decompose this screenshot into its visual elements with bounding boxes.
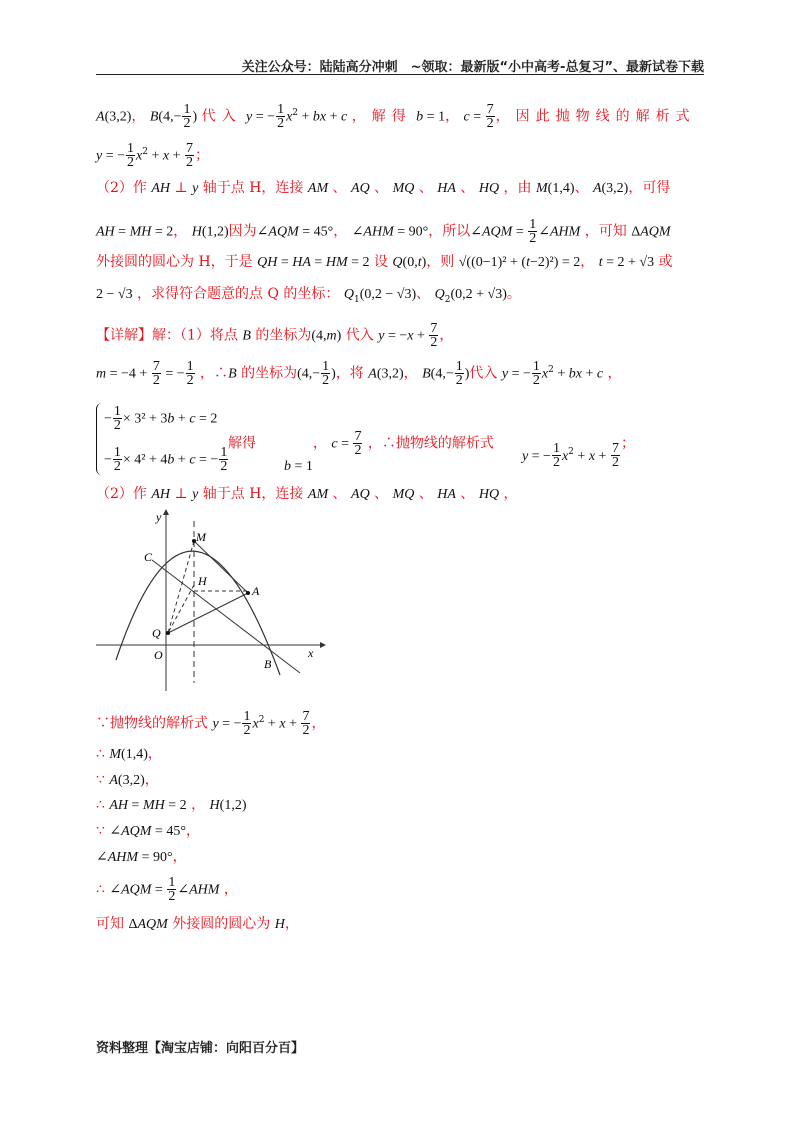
parabola-curve: [116, 551, 280, 675]
label-h: H: [198, 574, 207, 588]
solution-line-3: （2）作 AH ⊥ y 轴于点 H，连接 AM 、 AQ 、 MQ 、 HA 、 HQ ，由 M(1,4)、 A(3,2)，可得: [96, 180, 671, 196]
detail-line-3: （2）作 AH ⊥ y 轴于点 H，连接 AM 、 AQ 、 MQ 、 HA 、 HQ ，: [96, 486, 518, 502]
segment-mq: [168, 541, 194, 633]
label-o: O: [154, 648, 163, 662]
step-line-4: ∴ AH = MH = 2 ， H(1,2): [96, 797, 247, 813]
label-q: Q: [152, 626, 161, 640]
y-axis-arrow: [163, 509, 169, 515]
header-banner: 关注公众号：陆陆高分冲刺 ~领取：最新版“小中高考-总复习”、最新试卷下载: [241, 60, 704, 75]
segment-hq: [168, 585, 194, 633]
label-c: C: [144, 550, 153, 564]
step-line-8: 可知 ΔAQM 外接圆的圆心为 H，: [96, 916, 299, 932]
footer-text: 资料整理【淘宝店铺：向阳百分百】: [96, 1041, 305, 1056]
segment-aq: [168, 593, 248, 633]
system-equation-2: − $\frac{1}{2}$ × 4² + 4b + c = − $\frac{1}{2}$: [104, 445, 228, 474]
step-line-5: ∵ ∠AQM = 45°，: [96, 823, 200, 839]
parabola-figure: [92, 505, 332, 695]
header-rule: [96, 74, 704, 75]
solution-line-4: AH = MH = 2， H(1,2)因为∠AQM = 45°， ∠AHM = 90°，所以∠AQM = $\frac{1}{2}$ ∠AHM ，可知 ΔAQM: [96, 217, 671, 246]
step-line-7: ∴ ∠AQM = $\frac{1}{2}$ ∠AHM ，: [96, 875, 238, 904]
point-a: [246, 591, 250, 595]
detail-line-1: 【详解】解：（1）将点 B 的坐标为(4,m) 代入 y = −x + $\frac{7}{2}$ ，: [96, 321, 454, 350]
step-line-1: ∵抛物线的解析式 y = − $\frac{1}{2}$ $x^2 + x$ + $\frac{7}{2}$ ，: [96, 709, 326, 739]
system-equation-1: − $\frac{1}{2}$ × 3² + 3b + c = 2: [104, 404, 218, 433]
point-q: [166, 631, 170, 635]
system-result: 解得 b = 1， c = $\frac{7}{2}$ ，∴抛物线的解析式 y = − $\frac{1}{2}$ $x^2 + x$ + $\frac{7}{2}$ ；: [228, 429, 635, 474]
solution-line-5: 外接圆的圆心为 H，于是 QH = HA = HM = 2 设 Q(0,t)，则 √((0−1)² + (t−2)²) = 2， t = 2 + √3 或: [96, 254, 673, 270]
step-line-2: ∴ M(1,4)，: [96, 746, 162, 762]
label-a: A: [252, 584, 260, 598]
detail-line-2: m = −4 + $\frac{7}{2}$ = − $\frac{1}{2}$ ，∴B 的坐标为(4,− $\frac{1}{2}$ )，将 A(3,2)， B(4,− $\frac{1}{2}$ )代入 y = − $\frac{1}{2}$ $x^2$ + bx + c ，: [96, 359, 622, 389]
label-m: M: [196, 530, 206, 544]
line-cb: [152, 560, 300, 673]
step-line-3: ∵ A(3,2)，: [96, 772, 159, 788]
solution-line-6: 2 − √3 ，求得符合题意的点 Q 的坐标： $Q_1(0,2 - √3)$、 $Q_2(0,2 + √3)$。: [96, 286, 521, 305]
label-b: B: [264, 657, 272, 671]
solution-line-2: y = − $\frac{1}{2}$ $x^2 + x$ + $\frac{7}{2}$ ；: [96, 141, 209, 171]
label-y: y: [156, 510, 162, 524]
step-line-6: ∠AHM = 90°，: [96, 849, 187, 865]
label-x: x: [308, 646, 314, 660]
x-axis-arrow: [320, 642, 326, 648]
solution-line-1: A(3,2)， B(4,− $\frac{1}{2}$ ) 代入 y = − $\frac{1}{2}$ $x^2$ + bx + c ，解得 b = 1， c = $\frac{7}{2}$ ，因此抛物线的解析式: [96, 102, 696, 132]
